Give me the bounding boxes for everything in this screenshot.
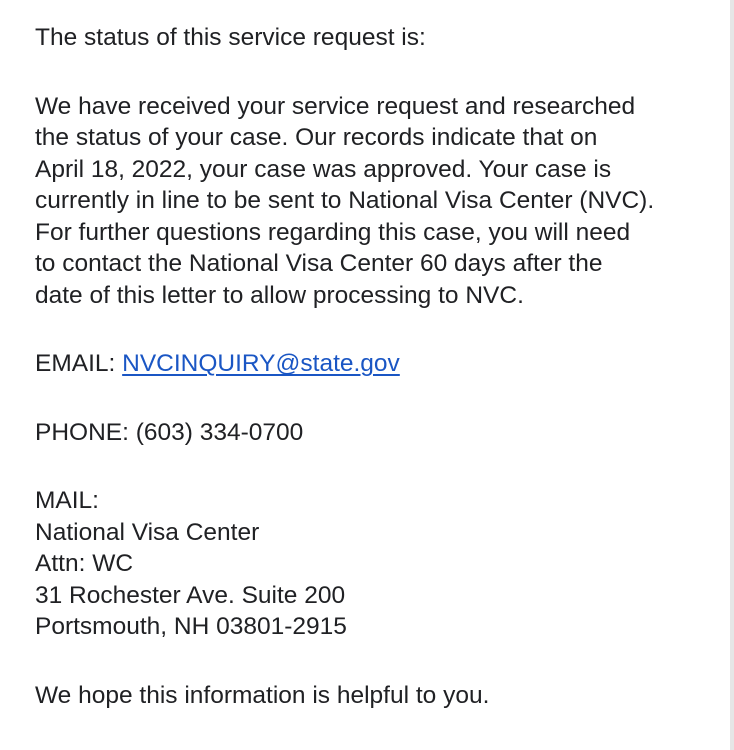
mail-address-line: 31 Rochester Ave. Suite 200 xyxy=(35,581,346,609)
status-details xyxy=(35,91,725,312)
paragraph-gap xyxy=(35,311,725,348)
status-details-line: For further questions regarding this case, you will need xyxy=(35,218,631,246)
paragraph-gap xyxy=(35,448,725,485)
message-body xyxy=(35,22,725,711)
paragraph-gap xyxy=(35,643,725,680)
email-link[interactable]: NVCINQUIRY@state.gov xyxy=(122,350,400,377)
email-label: EMAIL: xyxy=(35,350,123,377)
status-details-line: date of this letter to allow processing to NVC. xyxy=(35,281,524,309)
status-details-line: to contact the National Visa Center 60 days after the xyxy=(35,250,603,277)
scroll-edge xyxy=(730,0,734,750)
mail-label: MAIL: xyxy=(35,487,99,514)
mail-address-line: Portsmouth, NH 03801-2915 xyxy=(35,613,347,640)
status-details-line: April 18, 2022, your case was approved. Your case is xyxy=(35,155,612,183)
mail-address-line: Attn: WC xyxy=(35,550,134,577)
email-contact xyxy=(35,348,725,380)
mail-contact xyxy=(35,485,725,643)
phone-contact: PHONE: (603) 334-0700 xyxy=(35,418,304,446)
status-intro: The status of this service request is: xyxy=(35,24,426,51)
status-details-line: the status of your case. Our records indicate that on xyxy=(35,124,598,151)
closing-note: We hope this information is helpful to you. xyxy=(35,681,490,709)
mail-address-line: National Visa Center xyxy=(35,518,260,546)
paragraph-gap xyxy=(35,380,725,417)
paragraph-gap xyxy=(35,54,725,91)
status-details-line: currently in line to be sent to National Visa Center (NVC). xyxy=(35,187,655,214)
status-details-line: We have received your service request and researched xyxy=(35,92,636,120)
